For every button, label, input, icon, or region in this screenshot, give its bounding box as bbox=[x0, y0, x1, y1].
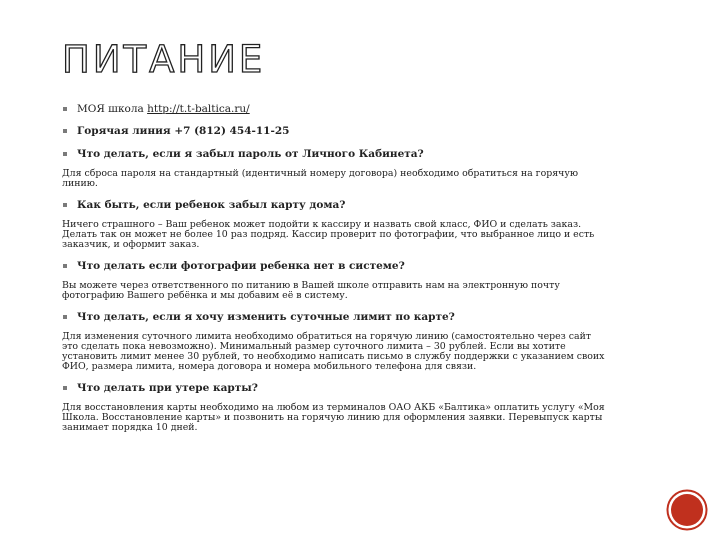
question-change-limit: Что делать, если я хочу изменить суточные лимит по карте? bbox=[62, 311, 660, 324]
answer-line: Для изменения суточного лимита необходимо обратиться на горячую линию (самостоятельно через сайт bbox=[62, 331, 592, 342]
answer-no-photo bbox=[62, 281, 660, 301]
answer-forgot-password bbox=[62, 169, 660, 189]
answer-lost-card bbox=[62, 403, 660, 433]
answer-line: линию. bbox=[62, 178, 98, 189]
red-circle-emblem-icon bbox=[666, 489, 708, 531]
answer-forgot-card bbox=[62, 220, 660, 250]
school-link[interactable]: http://t.t-baltica.ru/ bbox=[147, 103, 250, 115]
answer-line: Для восстановления карты необходимо на любом из терминалов ОАО АКБ «Балтика» оплатить услугу «Моя bbox=[62, 402, 605, 413]
answer-line: фотографию Вашего ребёнка и мы добавим её в систему. bbox=[62, 290, 348, 301]
answer-line: ФИО, размера лимита, номера договора и номера мобильного телефона для связи. bbox=[62, 361, 477, 372]
answer-line: это сделать пока невозможно). Минимальный размер суточного лимита – 30 рублей. Если вы хотите bbox=[62, 341, 566, 352]
answer-line: Делать так он может не более 10 раз подряд. Кассир проверит по фотографии, что выбранное лицо и есть bbox=[62, 229, 595, 240]
question-forgot-card: Как быть, если ребенок забыл карту дома? bbox=[62, 199, 660, 212]
school-label: МОЯ школа bbox=[77, 103, 148, 115]
answer-line: Вы можете через ответственного по питанию в Вашей школе отправить нам на электронную почту bbox=[62, 280, 560, 291]
answer-line: занимает порядка 10 дней. bbox=[62, 422, 198, 433]
question-lost-card: Что делать при утере карты? bbox=[62, 382, 660, 395]
answer-line: Ничего страшного – Ваш ребенок может подойти к кассиру и назвать свой класс, ФИО и сделать заказ. bbox=[62, 219, 582, 230]
bullet-hotline: Горячая линия +7 (812) 454-11-25 bbox=[62, 125, 660, 138]
answer-line: заказчик, и оформит заказ. bbox=[62, 239, 200, 250]
answer-line: Школа. Восстановление карты» и позвонить на горячую линию для оформления заявки. Перевыпуск карты bbox=[62, 412, 603, 423]
faq-content bbox=[62, 100, 660, 433]
question-forgot-password: Что делать, если я забыл пароль от Личного Кабинета? bbox=[62, 148, 660, 161]
answer-line: Для сброса пароля на стандартный (идентичный номеру договора) необходимо обратиться на горячую bbox=[62, 168, 579, 179]
question-no-photo: Что делать если фотографии ребенка нет в системе? bbox=[62, 260, 660, 273]
answer-line: установить лимит менее 30 рублей, то необходимо написать письмо в службу поддержки с указанием своих bbox=[62, 351, 605, 362]
page-title: ПИТАНИЕ bbox=[62, 38, 266, 81]
answer-change-limit bbox=[62, 332, 660, 372]
bullet-my-school bbox=[62, 103, 660, 116]
